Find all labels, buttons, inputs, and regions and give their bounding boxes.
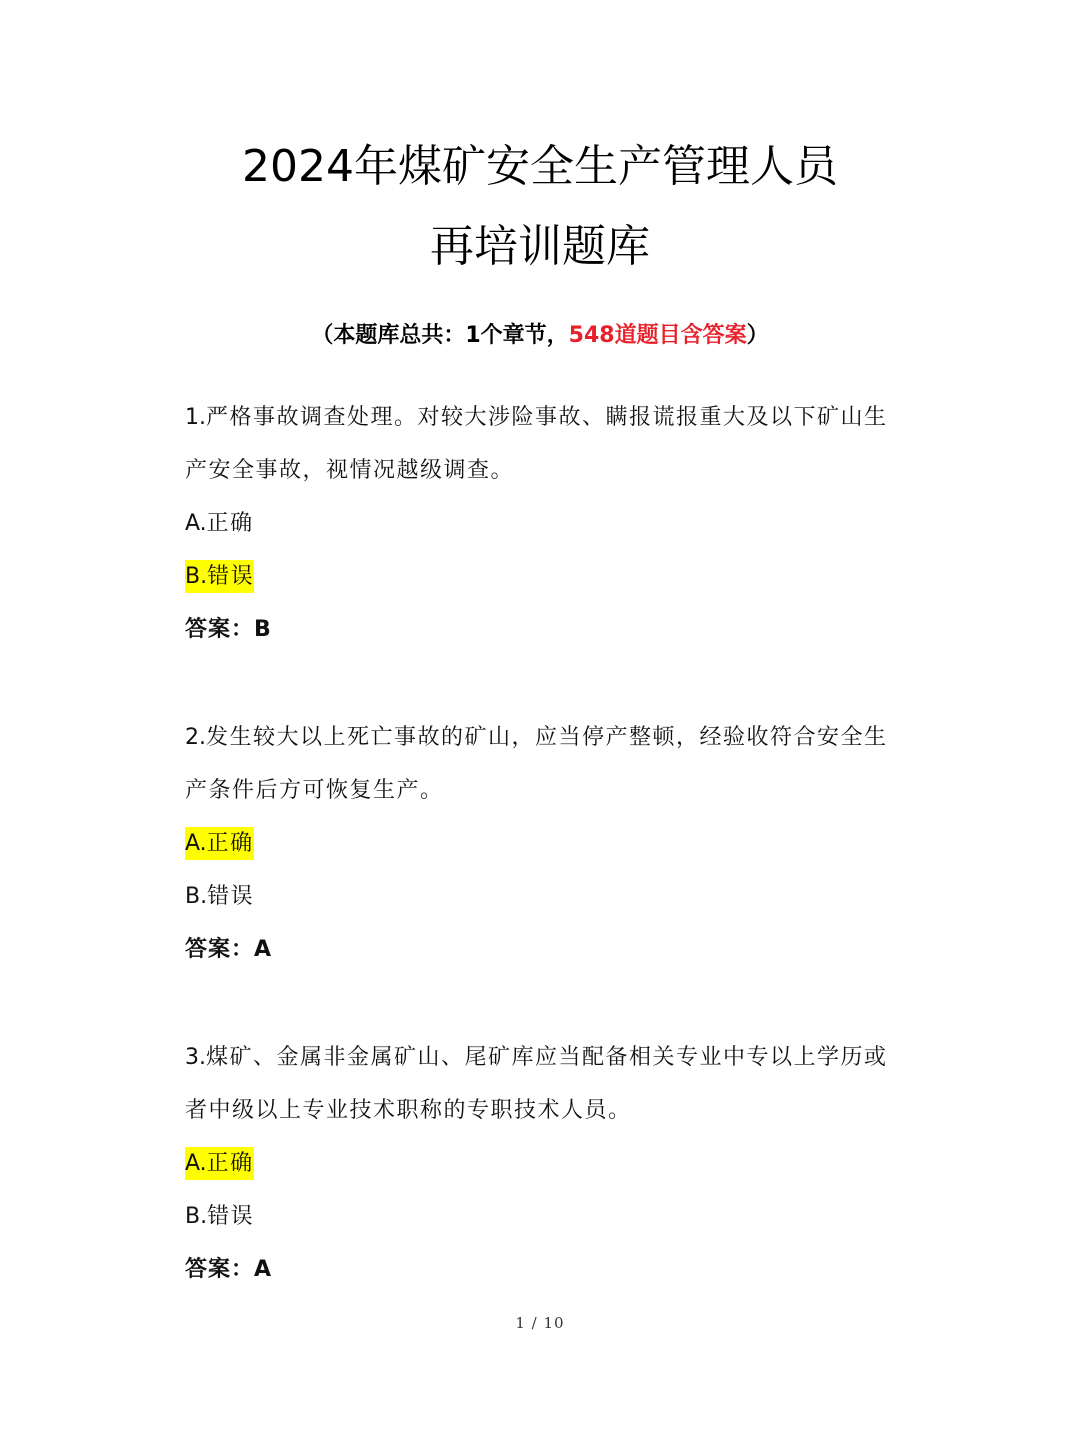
option-a-content-highlighted — [185, 1147, 254, 1180]
option-letter: A. — [185, 831, 207, 856]
question-body: 发生较大以上死亡事故的矿山，应当停产整顿，经验收符合安全生产条件后方可恢复生产。 — [185, 725, 888, 803]
question-number: 2. — [185, 725, 206, 750]
option-letter: B. — [185, 1204, 208, 1229]
summary-question-count: 548道题目含答案 — [568, 323, 747, 348]
option-a — [185, 817, 897, 870]
option-text: 错误 — [207, 564, 255, 589]
question-1 — [185, 391, 897, 656]
question-3 — [185, 1031, 897, 1296]
option-text: 正确 — [206, 511, 254, 536]
option-a — [185, 1137, 897, 1190]
option-a-content — [185, 511, 254, 536]
question-bank-summary — [0, 319, 1080, 353]
question-text — [185, 391, 897, 497]
page-number: 1 / 10 — [515, 1314, 565, 1332]
answer-line: 答案：A — [185, 1257, 273, 1282]
option-b — [185, 1190, 897, 1243]
question-text — [185, 1031, 897, 1137]
option-b-content-highlighted — [185, 560, 254, 593]
option-letter: B. — [185, 564, 208, 589]
option-letter: A. — [185, 1151, 207, 1176]
question-number: 1. — [185, 405, 206, 430]
option-letter: A. — [185, 511, 207, 536]
question-text — [185, 711, 897, 817]
option-text: 错误 — [207, 884, 255, 909]
question-2 — [185, 711, 897, 976]
option-b — [185, 550, 897, 603]
question-body: 煤矿、金属非金属矿山、尾矿库应当配备相关专业中专以上学历或者中级以上专业技术职称的专职技术人员。 — [185, 1045, 888, 1123]
option-b-content — [185, 884, 254, 909]
option-b-content — [185, 1204, 254, 1229]
option-text: 正确 — [206, 831, 254, 856]
option-a-content-highlighted — [185, 827, 254, 860]
answer-line: 答案：B — [185, 617, 272, 642]
summary-prefix: （本题库总共：1个章节， — [311, 323, 569, 348]
document-title-line-2: 再培训题库 — [430, 221, 650, 272]
option-a — [185, 497, 897, 550]
option-letter: B. — [185, 884, 208, 909]
option-b — [185, 870, 897, 923]
document-title-line-1: 2024年煤矿安全生产管理人员 — [242, 141, 838, 192]
summary-suffix: ） — [746, 323, 769, 348]
answer-line: 答案：A — [185, 937, 273, 962]
question-number: 3. — [185, 1045, 206, 1070]
option-text: 正确 — [206, 1151, 254, 1176]
option-text: 错误 — [207, 1204, 255, 1229]
question-body: 严格事故调查处理。对较大涉险事故、瞒报谎报重大及以下矿山生产安全事故，视情况越级调查。 — [185, 405, 888, 483]
